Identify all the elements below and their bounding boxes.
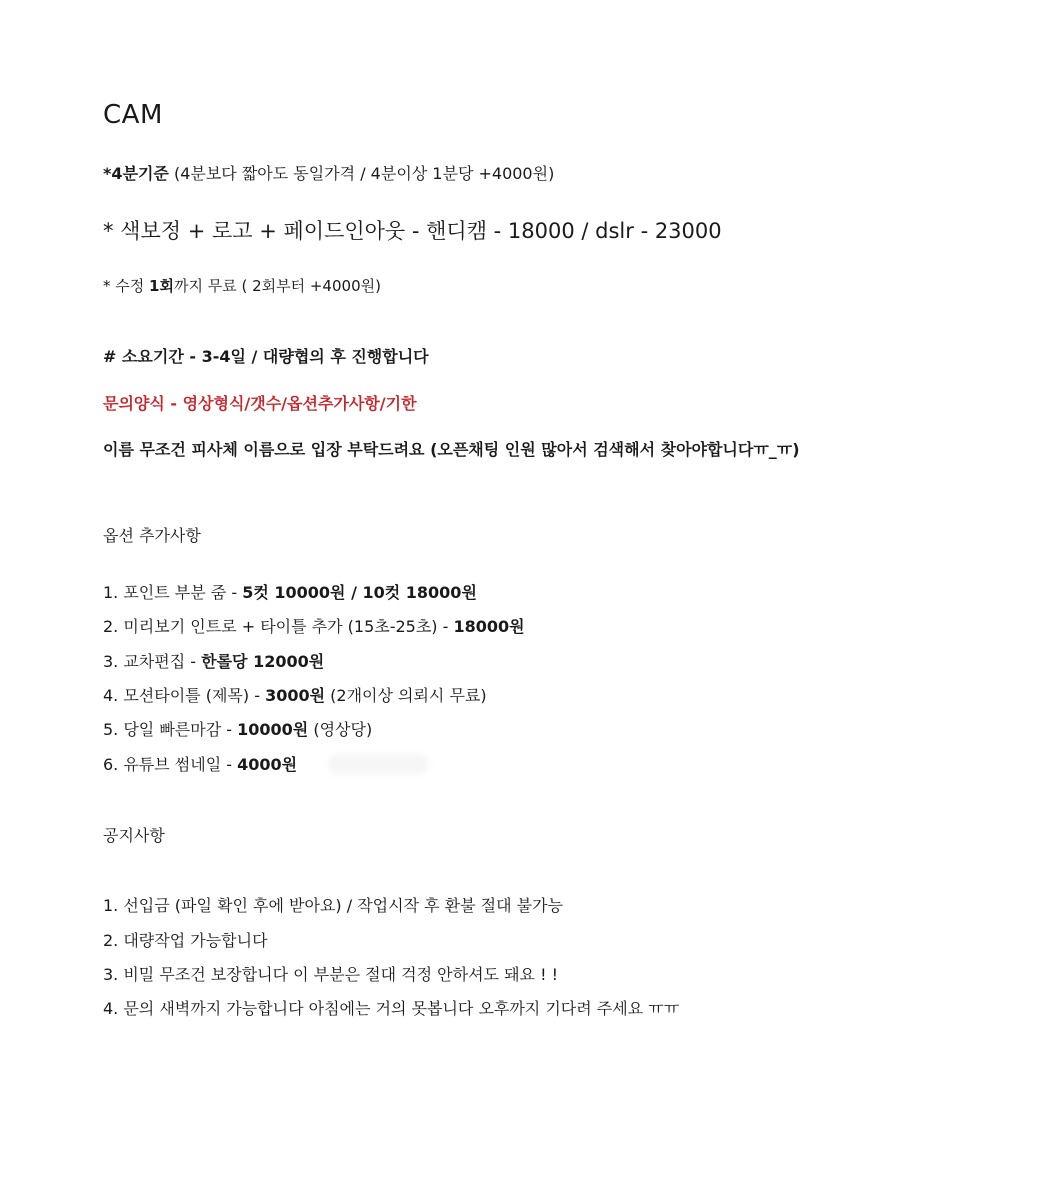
notice-item: 4. 문의 새벽까지 가능합니다 아침에는 거의 못봅니다 오후까지 기다려 주세요 ㅠㅠ <box>103 999 680 1018</box>
inquiry-format-line: 문의양식 - 영상형식/갯수/옵션추가사항/기한 <box>103 394 417 413</box>
base-duration-detail: (4분보다 짧아도 동일가격 / 4분이상 1분당 +4000원) <box>168 164 555 183</box>
option-item <box>103 752 297 775</box>
option-price: 10000원 <box>237 720 309 739</box>
option-price: 18000원 <box>453 617 525 636</box>
option-item <box>103 614 525 637</box>
base-duration-line <box>103 161 554 184</box>
option-item <box>103 717 372 740</box>
option-price: 3000원 <box>265 686 326 705</box>
name-notice-line: 이름 무조건 피사체 이름으로 입장 부탁드려요 (오픈채팅 인원 많아서 검색해서 찾아야합니다ㅠ_ㅠ) <box>103 440 800 459</box>
options-heading: 옵션 추가사항 <box>103 526 201 545</box>
revision-line <box>103 275 381 296</box>
revision-count: 1회 <box>149 277 174 295</box>
option-label: 6. 유튜브 썸네일 - <box>103 755 238 774</box>
notice-item: 2. 대량작업 가능합니다 <box>103 931 268 950</box>
option-label: 1. 포인트 부분 줌 - <box>103 583 243 602</box>
option-price: 4000원 <box>237 755 298 774</box>
option-item <box>103 649 324 672</box>
option-label: 2. 미리보기 인트로 + 타이틀 추가 (15초-25초) - <box>103 617 454 636</box>
notice-item: 3. 비밀 무조건 보장합니다 이 부분은 절대 걱정 안하셔도 돼요 ! ! <box>103 965 558 984</box>
duration-line: # 소요기간 - 3-4일 / 대량협의 후 진행합니다 <box>103 347 429 366</box>
base-duration-bold: *4분기준 <box>103 164 169 183</box>
option-item <box>103 580 477 603</box>
option-price: 한롤당 12000원 <box>201 652 325 671</box>
option-price: 5컷 10000원 / 10컷 18000원 <box>242 583 477 602</box>
option-label: 3. 교차편집 - <box>103 652 202 671</box>
option-item <box>103 683 487 706</box>
option-label: 5. 당일 빠른마감 - <box>103 720 238 739</box>
revision-prefix: * 수정 <box>103 277 150 295</box>
page-title: CAM <box>103 100 163 130</box>
notice-heading: 공지사항 <box>103 826 165 845</box>
option-note: (영상당) <box>308 720 373 739</box>
redacted-blur <box>328 754 428 774</box>
option-label: 4. 모션타이틀 (제목) - <box>103 686 266 705</box>
price-line: * 색보정 + 로고 + 페이드인아웃 - 핸디캠 - 18000 / dslr - 23000 <box>103 219 722 243</box>
notice-item: 1. 선입금 (파일 확인 후에 받아요) / 작업시작 후 환불 절대 불가능 <box>103 896 564 915</box>
revision-detail: 까지 무료 ( 2회부터 +4000원) <box>173 277 381 295</box>
option-note: (2개이상 의뢰시 무료) <box>325 686 487 705</box>
